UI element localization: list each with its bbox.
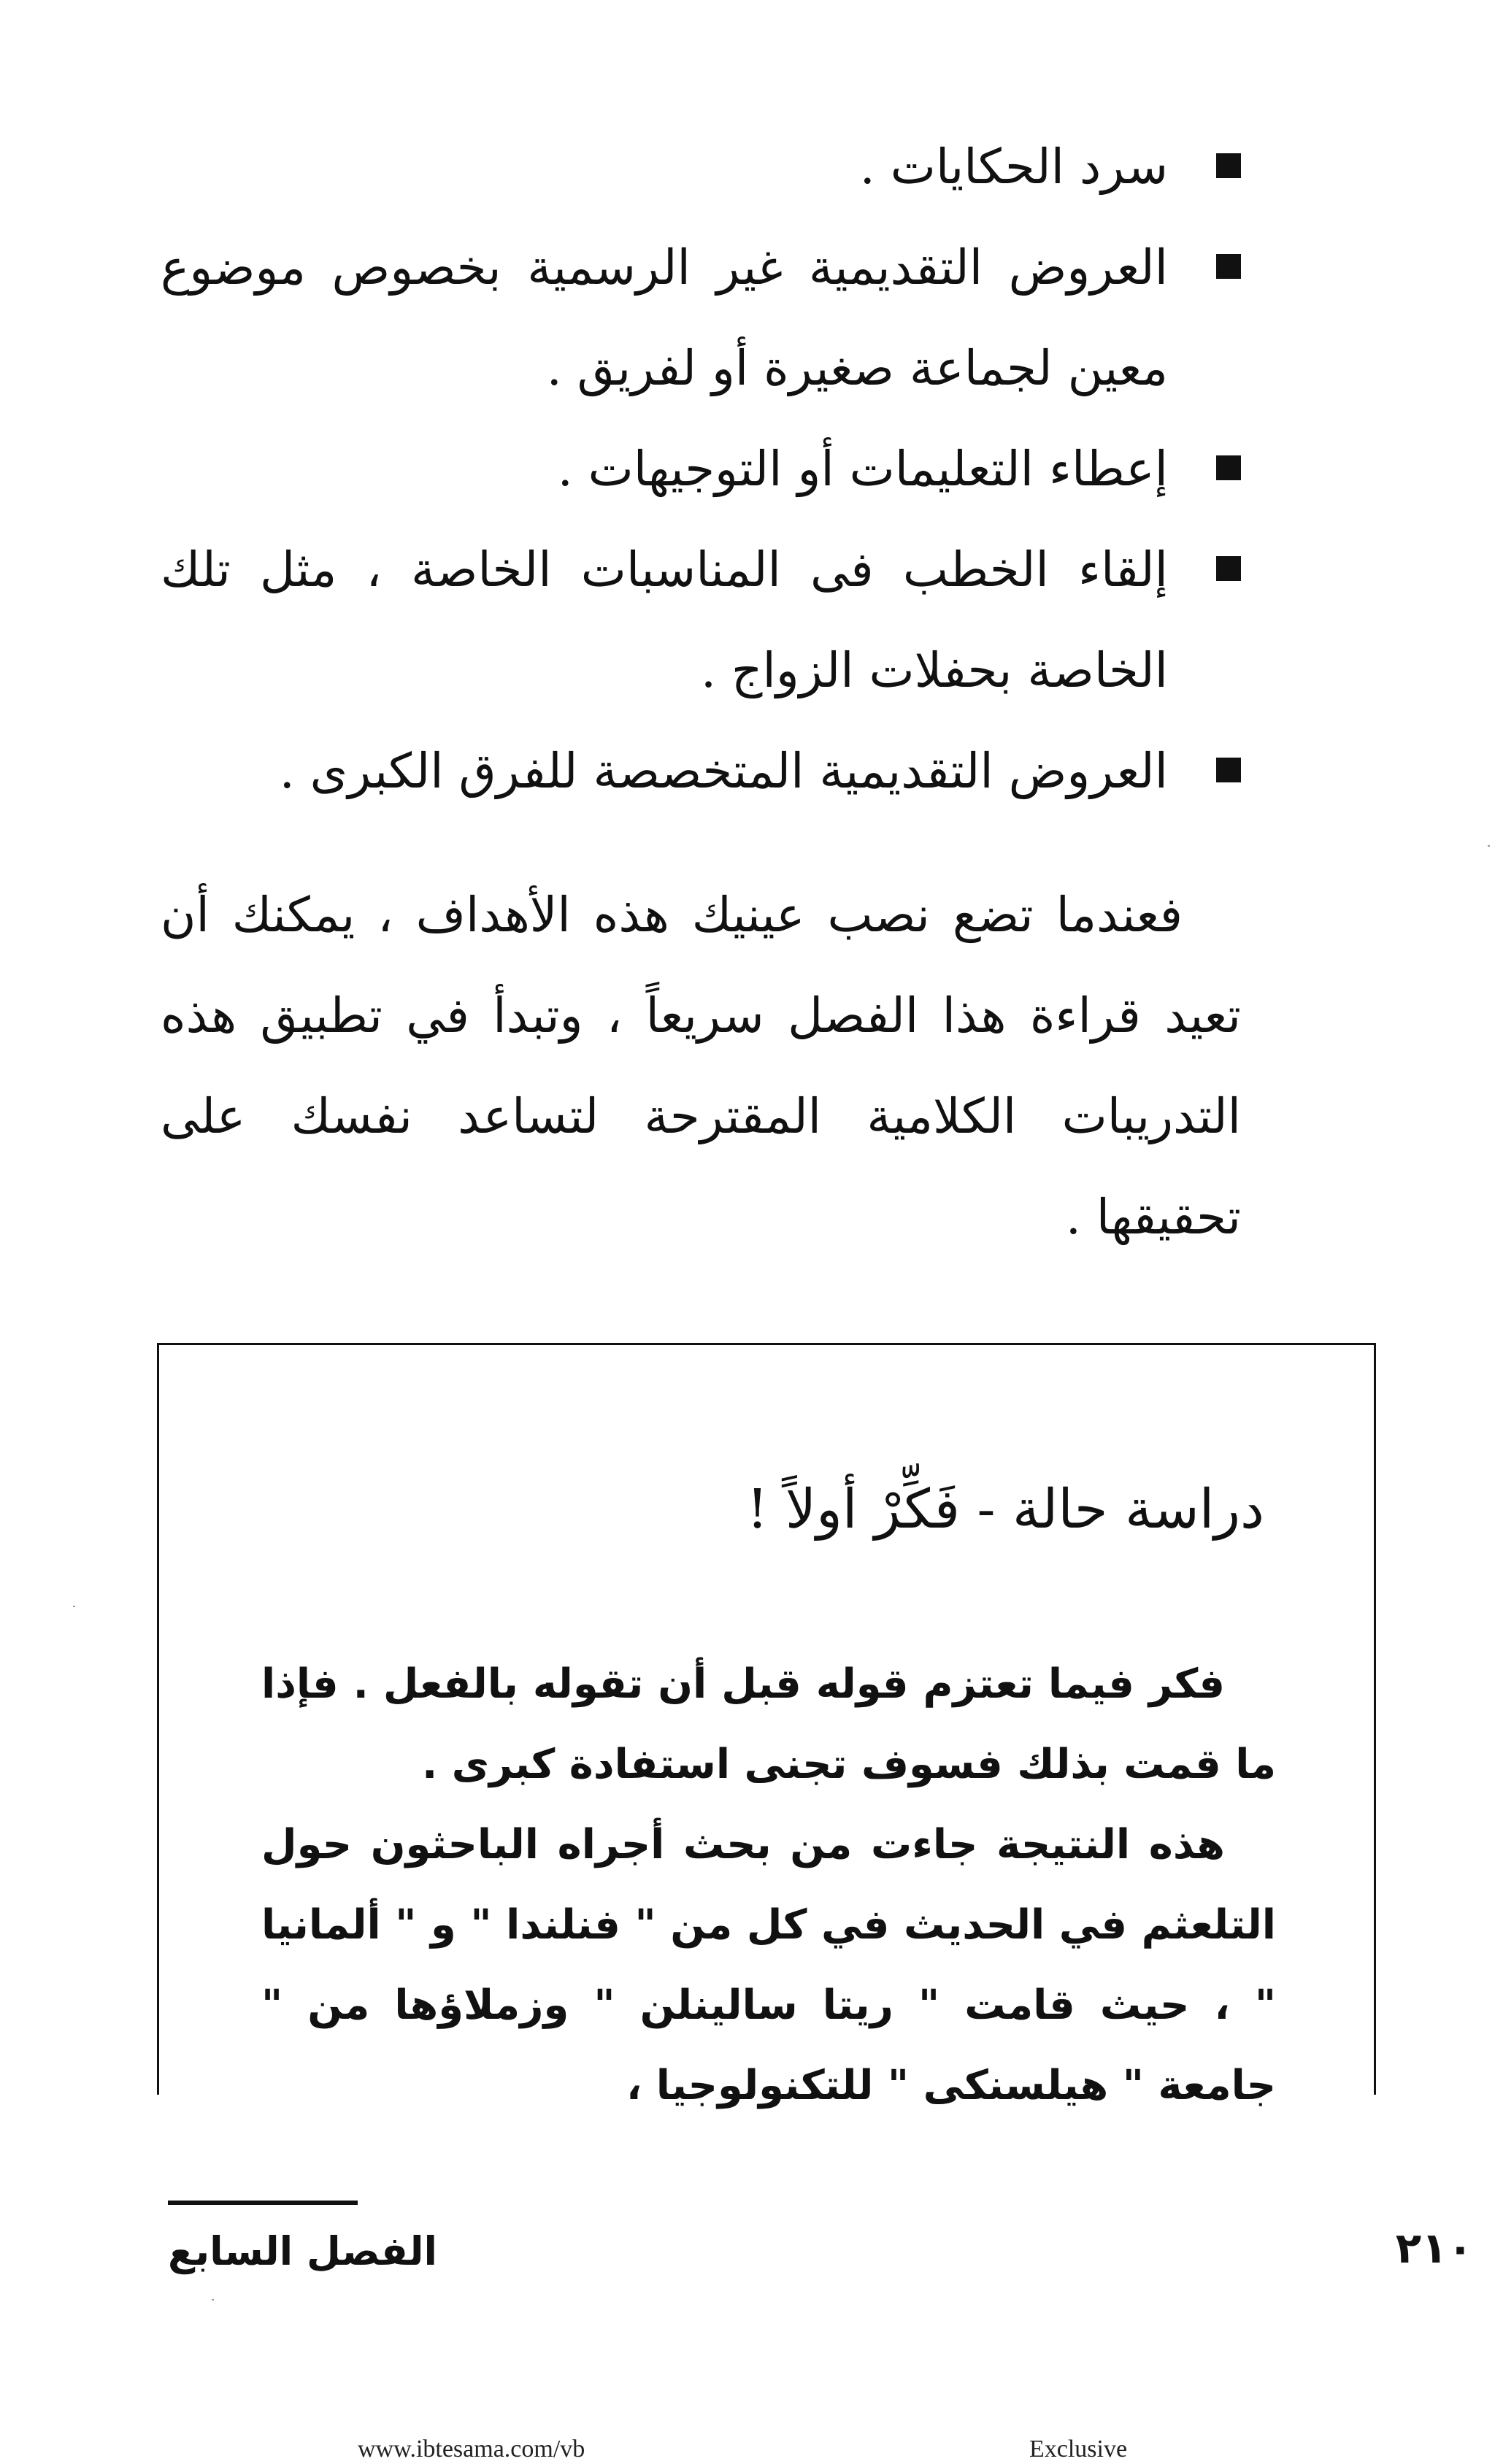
list-item-text: العروض التقديمية المتخصصة للفرق الكبرى . [279, 743, 1168, 799]
case-study-body [261, 1644, 1276, 2126]
square-bullet-icon [1216, 556, 1241, 581]
square-bullet-icon [1216, 153, 1241, 178]
square-bullet-icon [1216, 455, 1241, 480]
case-study-paragraph: هذه النتيجة جاءت من بحث أجراه الباحثون حول التلعثم في الحديث في كل من " فنلندا " و " ألمانيا " ، حيث قامت " ريتا سالينلن " وزملاؤها من " جامعة " هيلسنكى " للتكنولوجيا ، [261, 1821, 1276, 2109]
body-paragraph: فعندما تضع نصب عينيك هذه الأهداف ، يمكنك أن تعيد قراءة هذا الفصل سريعاً ، وتبدأ في تطبيق هذه التدريبات الكلامية المقترحة لتساعد نفسك على تحقيقها . [161, 887, 1241, 1245]
scan-speck [1488, 845, 1490, 847]
list-item [161, 217, 1241, 419]
chapter-label: الفصل السابع [168, 2228, 438, 2274]
list-item [161, 117, 1241, 217]
list-item-text: العروض التقديمية غير الرسمية بخصوص موضوع معين لجماعة صغيرة أو لفريق . [161, 239, 1168, 396]
square-bullet-icon [1216, 254, 1241, 279]
exclusive-watermark: Exclusive [1029, 2436, 1128, 2463]
bullet-list [161, 117, 1241, 822]
case-study-box [157, 1343, 1376, 2109]
website-watermark: www.ibtesama.com/vb [358, 2436, 585, 2463]
case-study-paragraph: فكر فيما تعتزم قوله قبل أن تقوله بالفعل . فإذا ما قمت بذلك فسوف تجنى استفادة كبرى . [261, 1660, 1276, 1788]
footer-divider [168, 2201, 358, 2205]
list-item [161, 419, 1241, 520]
scan-speck [73, 1606, 75, 1607]
list-item [161, 721, 1241, 822]
scan-speck [212, 2299, 214, 2301]
list-item-text: إلقاء الخطب فى المناسبات الخاصة ، مثل تلك الخاصة بحفلات الزواج . [161, 542, 1168, 698]
list-item-text: إعطاء التعليمات أو التوجيهات . [557, 441, 1168, 497]
page-number: ٢١٠ [1395, 2223, 1473, 2273]
case-study-title: دراسة حالة - فَكِّرْ أولاً ! [746, 1478, 1264, 1541]
list-item [161, 520, 1241, 721]
square-bullet-icon [1216, 758, 1241, 782]
list-item-text: سرد الحكايات . [859, 139, 1168, 195]
